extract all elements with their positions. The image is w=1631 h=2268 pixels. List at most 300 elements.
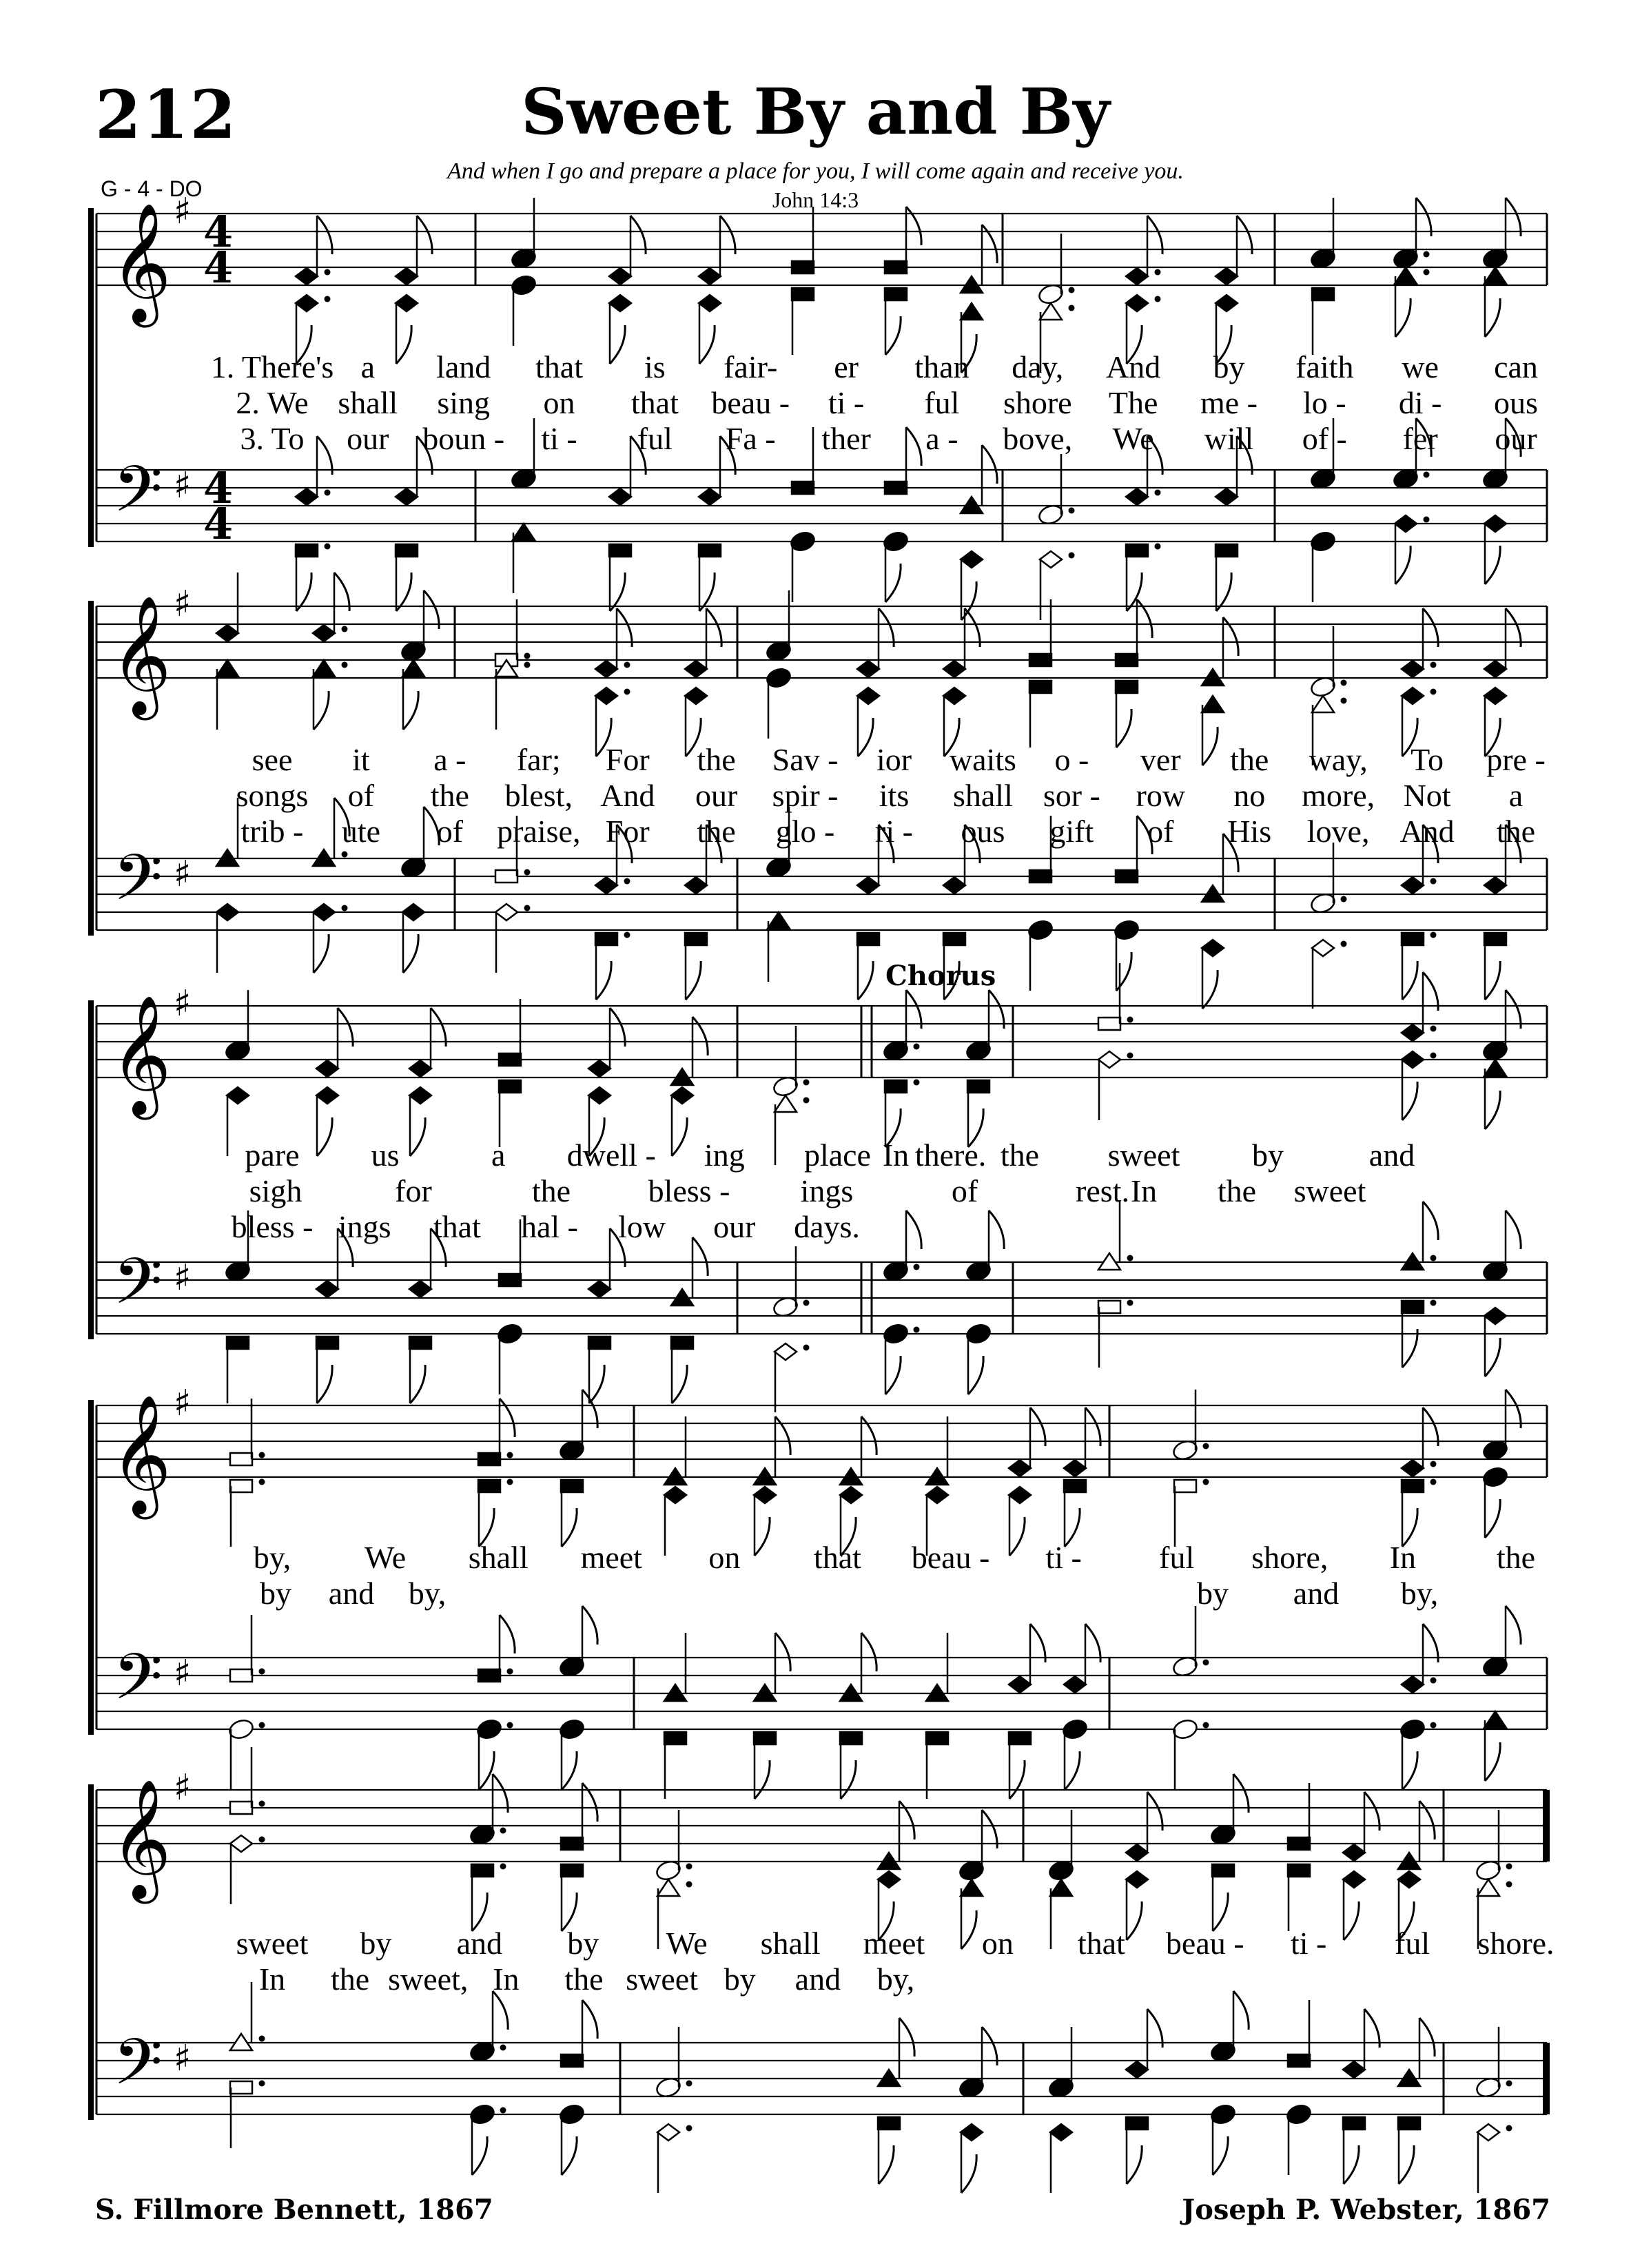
lyric-syllable: Fa - <box>725 421 776 456</box>
lyric-syllable: the <box>1000 1137 1040 1173</box>
lyric-syllable: we <box>1402 349 1439 384</box>
note-dot <box>500 2107 506 2114</box>
note-head <box>1126 1844 1148 1861</box>
note-dot <box>259 2036 265 2042</box>
note-dot <box>686 1882 693 1888</box>
note-head <box>685 661 707 677</box>
lyric-syllable: the <box>1217 1173 1257 1208</box>
time-sig-bottom: 4 <box>203 499 234 549</box>
lyric-syllable: shore. <box>1477 1926 1555 1961</box>
note-dot <box>1203 1443 1209 1450</box>
note-head <box>857 661 879 677</box>
note-flag <box>1116 952 1131 991</box>
lyric-syllable: that <box>1077 1926 1125 1961</box>
lyric-syllable: the <box>697 814 736 849</box>
note-dot <box>1506 2081 1512 2087</box>
note-head <box>499 1274 521 1286</box>
lyric-syllable: sweet <box>236 1926 309 1961</box>
lyric-syllable: of <box>951 1173 978 1208</box>
lyric-syllable: pare <box>245 1137 300 1173</box>
note-head <box>561 1837 583 1850</box>
note-flag <box>582 1606 597 1645</box>
note-flag <box>630 216 646 254</box>
note-head <box>230 1802 252 1814</box>
note-head <box>1064 1676 1086 1693</box>
note-head <box>1288 1864 1310 1877</box>
note-head <box>471 1864 493 1877</box>
note-head <box>1212 1864 1234 1877</box>
note-head <box>961 1879 983 1896</box>
note-flag <box>1065 1751 1080 1790</box>
lyric-syllable: by, <box>1400 1576 1439 1611</box>
note-head <box>1050 1879 1072 1896</box>
note-flag <box>617 608 632 647</box>
lyric-syllable: ings <box>338 1209 391 1244</box>
lyric-syllable: ful <box>637 421 673 456</box>
lyric-syllable: by <box>1197 1576 1229 1611</box>
time-sig-top: 4 <box>203 463 234 513</box>
note-head <box>1009 1732 1031 1744</box>
lyric-syllable: bove, <box>1003 421 1073 456</box>
note-flag <box>672 1365 687 1403</box>
note-head <box>885 261 907 274</box>
note-flag <box>424 590 439 629</box>
note-flag <box>1147 216 1162 254</box>
note-dot <box>259 2081 265 2087</box>
lyric-syllable: In <box>1389 1540 1417 1575</box>
note-head <box>754 1487 776 1503</box>
key-sharp: ♯ <box>174 584 192 625</box>
key-sharp: ♯ <box>174 2038 192 2079</box>
lyric-syllable: our <box>695 778 738 813</box>
note-head <box>1009 1676 1031 1693</box>
note-head <box>1402 1460 1424 1476</box>
lyric-syllable: ti - <box>828 385 865 420</box>
note-flag <box>610 573 625 611</box>
lyric-syllable: ful <box>1159 1540 1195 1575</box>
note-flag <box>885 1356 901 1394</box>
lyric-syllable: than <box>914 349 970 384</box>
note-flag <box>562 2136 577 2175</box>
note-flag <box>1127 1901 1142 1940</box>
lyric-syllable: us <box>371 1137 400 1173</box>
note-head <box>409 1337 431 1349</box>
note-flag <box>1364 1792 1379 1831</box>
note-head <box>1343 1871 1365 1888</box>
note-head <box>588 1060 611 1077</box>
note-flag <box>906 1210 921 1249</box>
lyric-syllable: trib - <box>240 814 304 849</box>
lyric-syllable: ti - <box>1290 1926 1327 1961</box>
note-head <box>878 2117 900 2130</box>
lyric-syllable: fair- <box>724 349 778 384</box>
note-flag <box>582 2000 597 2039</box>
note-dot <box>1203 1660 1209 1666</box>
note-flag <box>1127 573 1142 611</box>
lyric-syllable: the <box>1496 814 1536 849</box>
note-dot <box>342 626 348 632</box>
note-head <box>1098 1301 1120 1313</box>
lyric-syllable: er <box>834 349 859 384</box>
note-head <box>1402 661 1424 677</box>
lyric-syllable: by, <box>408 1576 447 1611</box>
note-flag <box>1416 198 1431 236</box>
treble-staff <box>96 1405 1547 1477</box>
lyric-syllable: blest, <box>504 778 573 813</box>
chorus-label: Chorus <box>885 960 996 992</box>
note-flag <box>775 1416 790 1455</box>
treble-clef-glyph: 𝄞 <box>110 595 172 715</box>
note-head <box>230 2081 252 2094</box>
lyric-syllable: by <box>567 1926 599 1961</box>
lyric-syllable: shall <box>468 1540 529 1575</box>
note-flag <box>317 1365 332 1403</box>
note-dot <box>507 1479 513 1485</box>
note-dot <box>1155 490 1161 496</box>
lyric-syllable: shall <box>760 1926 821 1961</box>
bass-clef-glyph: 𝄢 <box>113 841 163 931</box>
lyric-syllable: And <box>1105 349 1161 384</box>
treble-clef <box>110 1394 172 1520</box>
note-flag <box>899 2018 914 2056</box>
note-dot <box>1430 1053 1437 1059</box>
lyric-syllable: beau - <box>911 1540 990 1575</box>
note-head <box>792 482 814 494</box>
note-head <box>1288 2054 1310 2067</box>
lyric-syllable: hal - <box>520 1209 579 1244</box>
note-flag <box>1485 546 1500 584</box>
lyric-syllable: We <box>365 1540 407 1575</box>
note-dot <box>803 1300 810 1306</box>
note-flag <box>500 1399 515 1437</box>
note-head <box>595 933 617 945</box>
note-dot <box>914 1044 920 1050</box>
treble-clef-glyph: 𝄞 <box>110 203 172 322</box>
note-flag <box>1233 1774 1249 1813</box>
note-head <box>857 933 879 945</box>
note-head <box>1484 515 1506 532</box>
note-head <box>495 870 517 883</box>
note-dot <box>1203 1722 1209 1729</box>
note-dot <box>1506 2125 1512 2132</box>
note-dot <box>1155 269 1161 276</box>
lyric-syllable: and <box>328 1576 375 1611</box>
note-head <box>1402 1480 1424 1492</box>
note-dot <box>1203 1479 1209 1485</box>
lyric-syllable: In <box>1130 1173 1158 1208</box>
note-flag <box>317 1117 332 1156</box>
lyric-syllable: can <box>1494 349 1538 384</box>
note-head <box>885 1080 907 1093</box>
note-flag <box>982 445 997 484</box>
treble-clef-glyph: 𝄞 <box>110 1779 172 1899</box>
note-flag <box>1506 1606 1521 1645</box>
note-head <box>227 1087 249 1104</box>
note-dot <box>1430 932 1437 938</box>
note-dot <box>259 1479 265 1485</box>
lyric-syllable: a - <box>433 742 466 777</box>
note-flag <box>858 961 873 1000</box>
note-dot <box>1341 680 1347 686</box>
note-head <box>1312 288 1334 300</box>
lyric-syllable: rest. <box>1076 1173 1129 1208</box>
lyric-syllable: shall <box>338 385 398 420</box>
lyric-syllable: that <box>630 385 679 420</box>
lyric-syllable: shore <box>1003 385 1072 420</box>
note-head <box>1343 1844 1365 1861</box>
lyric-syllable: waits <box>949 742 1016 777</box>
note-head <box>685 877 707 894</box>
note-head <box>609 268 631 285</box>
note-flag <box>1216 573 1231 611</box>
note-head <box>409 1087 431 1104</box>
lyric-syllable: ous <box>1494 385 1538 420</box>
note-flag <box>403 934 418 973</box>
note-flag <box>1116 709 1131 748</box>
lyric-syllable: a <box>1508 778 1524 813</box>
lyric-syllable: sweet <box>626 1961 698 1997</box>
lyric-syllable: of <box>436 814 464 849</box>
lyric-syllable: that <box>433 1209 481 1244</box>
note-head <box>396 544 418 557</box>
note-head <box>961 303 983 320</box>
note-flag <box>755 1760 770 1799</box>
note-head <box>316 1087 338 1104</box>
note-dot <box>259 1801 265 1807</box>
note-head <box>1484 933 1506 945</box>
note-flag <box>1423 972 1438 1011</box>
treble-staff <box>96 1006 1547 1078</box>
bass-clef-glyph: 𝄢 <box>113 1640 163 1730</box>
lyric-syllable: day, <box>1012 349 1064 384</box>
note-flag <box>1364 2009 1379 2048</box>
bass-clef-glyph: 𝄢 <box>113 453 163 542</box>
note-head <box>1029 870 1052 883</box>
note-flag <box>989 1210 1004 1249</box>
note-flag <box>693 1237 708 1276</box>
note-dot <box>500 1864 506 1870</box>
lyric-syllable: by <box>724 1961 756 1997</box>
note-head <box>588 1087 611 1104</box>
note-head <box>409 1060 431 1077</box>
note-flag <box>1506 1210 1521 1249</box>
lyric-syllable: more, <box>1302 778 1375 813</box>
lyric-syllable: is <box>644 349 666 384</box>
lyric-syllable: the <box>1230 742 1269 777</box>
note-flag <box>1485 1742 1500 1781</box>
note-dot <box>624 932 630 938</box>
note-flag <box>1344 2145 1359 2184</box>
lyric-syllable: row <box>1136 778 1186 813</box>
lyric-syllable: the <box>564 1961 604 1997</box>
treble-clef <box>110 595 172 721</box>
note-head <box>1484 1060 1506 1076</box>
note-flag <box>1402 1329 1417 1368</box>
lyric-syllable: and <box>456 1926 503 1961</box>
note-flag <box>338 1008 353 1047</box>
note-flag <box>1485 1338 1500 1377</box>
lyric-syllable: the <box>531 1173 571 1208</box>
lyric-syllable: beau - <box>1165 1926 1244 1961</box>
lyric-syllable: In <box>493 1961 520 1997</box>
note-head <box>316 1281 338 1297</box>
lyric-syllable: 3. To <box>240 421 305 456</box>
note-flag <box>1419 2018 1435 2056</box>
note-head <box>313 660 335 677</box>
note-dot <box>1430 1300 1437 1306</box>
note-flag <box>775 1633 790 1671</box>
note-head <box>1402 1301 1424 1313</box>
note-head <box>926 1487 948 1503</box>
lyric-syllable: glo - <box>775 814 835 849</box>
lyric-syllable: of <box>1147 814 1174 849</box>
note-flag <box>961 1910 976 1949</box>
note-head <box>1312 940 1334 956</box>
lyric-syllable: me - <box>1200 385 1258 420</box>
note-flag <box>1147 2009 1162 2048</box>
note-flag <box>1147 1792 1162 1831</box>
scripture-quote: And when I go and prepare a place for you, I will come again and receive you. <box>447 158 1184 184</box>
note-head <box>609 488 631 505</box>
note-head <box>1484 661 1506 677</box>
note-head <box>227 1337 249 1349</box>
time-sig-bottom: 4 <box>203 243 234 293</box>
hymn-number: 212 <box>95 76 238 154</box>
lyric-syllable: by <box>360 1926 392 1961</box>
note-head <box>499 1080 521 1093</box>
note-flag <box>582 1783 597 1822</box>
note-dot <box>1069 287 1075 293</box>
note-head <box>1343 2061 1365 2078</box>
lyric-syllable: the <box>430 778 469 813</box>
note-head <box>885 288 907 300</box>
note-dot <box>325 296 331 302</box>
note-dot <box>1506 1864 1512 1870</box>
note-dot <box>1430 1026 1437 1032</box>
lyric-syllable: beau - <box>711 385 790 420</box>
lyric-syllable: di - <box>1398 385 1442 420</box>
lyric-syllable: way, <box>1309 742 1368 777</box>
lyric-syllable: ti - <box>1045 1540 1082 1575</box>
note-head <box>1126 488 1148 505</box>
note-head <box>775 1343 797 1360</box>
note-flag <box>596 961 611 1000</box>
lyric-syllable: by <box>1252 1137 1284 1173</box>
lyric-syllable: will <box>1204 421 1254 456</box>
note-head <box>943 933 965 945</box>
lyric-syllable: For <box>605 814 650 849</box>
lyric-syllable: on <box>708 1540 741 1575</box>
note-head <box>1477 1879 1499 1896</box>
note-flag <box>968 1356 983 1394</box>
note-dot <box>1155 296 1161 302</box>
note-dot <box>1127 1053 1134 1059</box>
time-signature <box>203 207 233 293</box>
note-head <box>961 551 983 568</box>
lyric-syllable: fer <box>1402 421 1438 456</box>
system-bracket <box>88 601 94 936</box>
note-head <box>313 625 335 641</box>
note-flag <box>885 316 901 355</box>
note-flag <box>879 2145 894 2184</box>
words-credit: S. Fillmore Bennett, 1867 <box>95 2194 493 2226</box>
note-dot <box>1341 698 1347 704</box>
note-dot <box>624 878 630 885</box>
lyric-syllable: sweet, <box>388 1961 469 1997</box>
note-dot <box>1069 553 1075 559</box>
note-flag <box>1423 1408 1438 1446</box>
note-head <box>478 1453 500 1465</box>
lyric-syllable: sweet <box>1293 1173 1366 1208</box>
key-sharp: ♯ <box>174 854 192 895</box>
lyric-syllable: the <box>331 1961 370 1997</box>
note-head <box>1126 295 1148 311</box>
lyric-syllable: love, <box>1306 814 1370 849</box>
note-flag <box>417 216 432 254</box>
final-barline <box>1543 1790 1550 1862</box>
note-dot <box>1430 878 1437 885</box>
note-dot <box>1430 1479 1437 1485</box>
bass-clef <box>113 1245 163 1334</box>
note-head <box>754 1732 776 1744</box>
note-flag <box>589 1365 604 1403</box>
note-dot <box>914 1264 920 1270</box>
note-head <box>1050 2124 1072 2141</box>
lyric-syllable: see <box>252 742 293 777</box>
key-sharp: ♯ <box>174 983 192 1024</box>
note-flag <box>858 718 873 756</box>
note-flag <box>396 325 411 364</box>
note-flag <box>562 1751 577 1790</box>
lyric-syllable: 2. We <box>236 385 309 420</box>
lyric-syllable: And <box>600 778 655 813</box>
lyric-syllable: of - <box>1302 421 1347 456</box>
lyric-syllable: ful <box>924 385 960 420</box>
note-head <box>657 1879 679 1896</box>
note-dot <box>624 662 630 668</box>
note-flag <box>1395 298 1411 337</box>
note-dot <box>1069 508 1075 514</box>
note-head <box>595 688 617 704</box>
note-head <box>840 1732 862 1744</box>
note-head <box>396 268 418 285</box>
lyric-syllable: for <box>395 1173 432 1208</box>
note-flag <box>317 436 332 475</box>
lyric-syllable: a <box>360 349 376 384</box>
lyric-syllable: We <box>666 1926 708 1961</box>
note-flag <box>706 608 721 647</box>
note-head <box>561 1480 583 1492</box>
treble-clef <box>110 995 172 1120</box>
lyric-syllable: our <box>1495 421 1537 456</box>
note-dot <box>686 2081 693 2087</box>
note-head <box>216 904 238 920</box>
note-flag <box>1402 1751 1417 1790</box>
note-head <box>513 524 535 540</box>
note-flag <box>1402 1082 1417 1120</box>
lyric-syllable: sor - <box>1043 778 1100 813</box>
lyric-syllable: faith <box>1295 349 1354 384</box>
note-head <box>1126 2061 1148 2078</box>
note-dot <box>524 653 531 659</box>
lyric-syllable: For <box>605 742 650 777</box>
note-head <box>296 544 318 557</box>
lyric-syllable: our <box>713 1209 756 1244</box>
note-head <box>926 1732 948 1744</box>
bass-clef-glyph: 𝄢 <box>113 1245 163 1334</box>
note-flag <box>1485 961 1500 1000</box>
note-dot <box>1430 1255 1437 1261</box>
